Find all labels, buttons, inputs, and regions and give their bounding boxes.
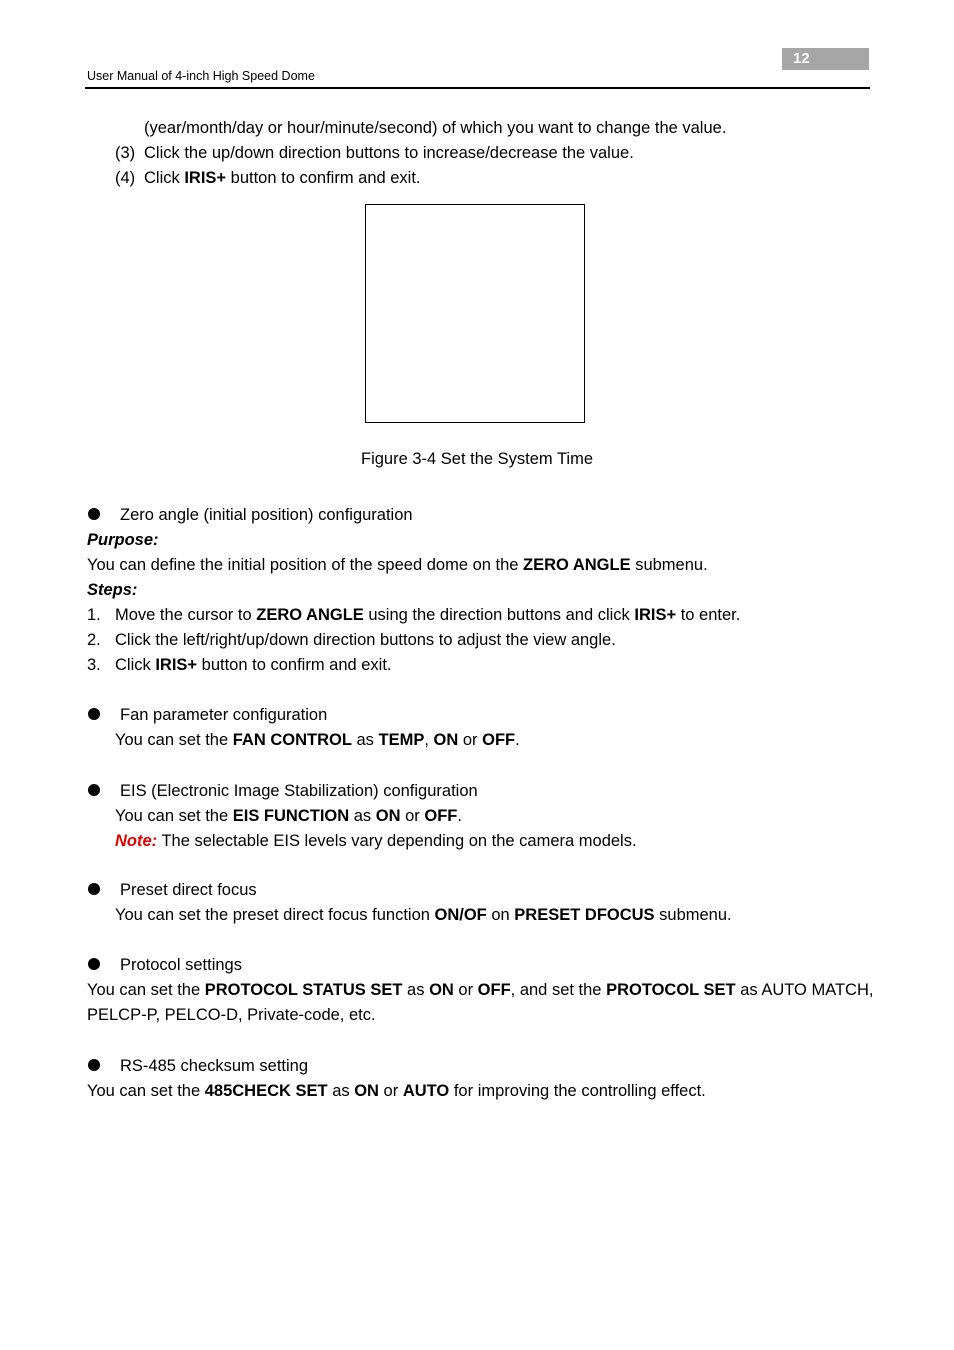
- purpose-label: Purpose:: [87, 531, 159, 549]
- step4-text: Click IRIS+ button to confirm and exit.: [144, 169, 421, 187]
- rs485-heading: RS-485 checksum setting: [120, 1057, 309, 1075]
- eis-note: Note: The selectable EIS levels vary depending on the camera models.: [115, 832, 637, 850]
- figure-placeholder: [365, 204, 585, 423]
- preset-heading: Preset direct focus: [120, 881, 257, 899]
- za-step3-text: Click IRIS+ button to confirm and exit.: [115, 656, 392, 674]
- za-step2-text: Click the left/right/up/down direction buttons to adjust the view angle.: [115, 631, 616, 649]
- protocol-text-line2: PELCP-P, PELCO-D, Private-code, etc.: [87, 1006, 376, 1024]
- za-step2-number: 2.: [87, 631, 101, 649]
- step3-text: Click the up/down direction buttons to increase/decrease the value.: [144, 144, 634, 162]
- header-title: User Manual of 4-inch High Speed Dome: [87, 69, 315, 83]
- protocol-text: You can set the PROTOCOL STATUS SET as ON or OFF, and set the PROTOCOL SET as AUTO MATCH,: [87, 981, 874, 999]
- page-number-badge: [782, 48, 869, 70]
- step4-number: (4): [115, 169, 136, 187]
- step-continuation: (year/month/day or hour/minute/second) of which you want to change the value.: [144, 119, 727, 137]
- bullet-icon: [88, 708, 100, 720]
- eis-heading: EIS (Electronic Image Stabilization) configuration: [120, 782, 478, 800]
- bullet-icon: [88, 958, 100, 970]
- step3-number: (3): [115, 144, 136, 162]
- purpose-text: You can define the initial position of the speed dome on the ZERO ANGLE submenu.: [87, 556, 708, 574]
- bullet-icon: [88, 784, 100, 796]
- zero-angle-heading: Zero angle (initial position) configuration: [120, 506, 413, 524]
- steps-label: Steps:: [87, 581, 138, 599]
- fan-text: You can set the FAN CONTROL as TEMP, ON or OFF.: [115, 731, 520, 749]
- figure-caption: Figure 3-4 Set the System Time: [360, 450, 593, 468]
- rs485-text: You can set the 485CHECK SET as ON or AUTO for improving the controlling effect.: [87, 1082, 706, 1100]
- eis-text: You can set the EIS FUNCTION as ON or OFF.: [115, 807, 462, 825]
- za-step1-number: 1.: [87, 606, 101, 624]
- za-step1-text: Move the cursor to ZERO ANGLE using the direction buttons and click IRIS+ to enter.: [115, 606, 741, 624]
- bullet-icon: [88, 508, 100, 520]
- page-number: 12: [793, 50, 810, 67]
- preset-text: You can set the preset direct focus function ON/OF on PRESET DFOCUS submenu.: [115, 906, 732, 924]
- header-rule: [85, 87, 870, 89]
- bullet-icon: [88, 883, 100, 895]
- protocol-heading: Protocol settings: [120, 956, 242, 974]
- bullet-icon: [88, 1059, 100, 1071]
- za-step3-number: 3.: [87, 656, 101, 674]
- fan-heading: Fan parameter configuration: [120, 706, 328, 724]
